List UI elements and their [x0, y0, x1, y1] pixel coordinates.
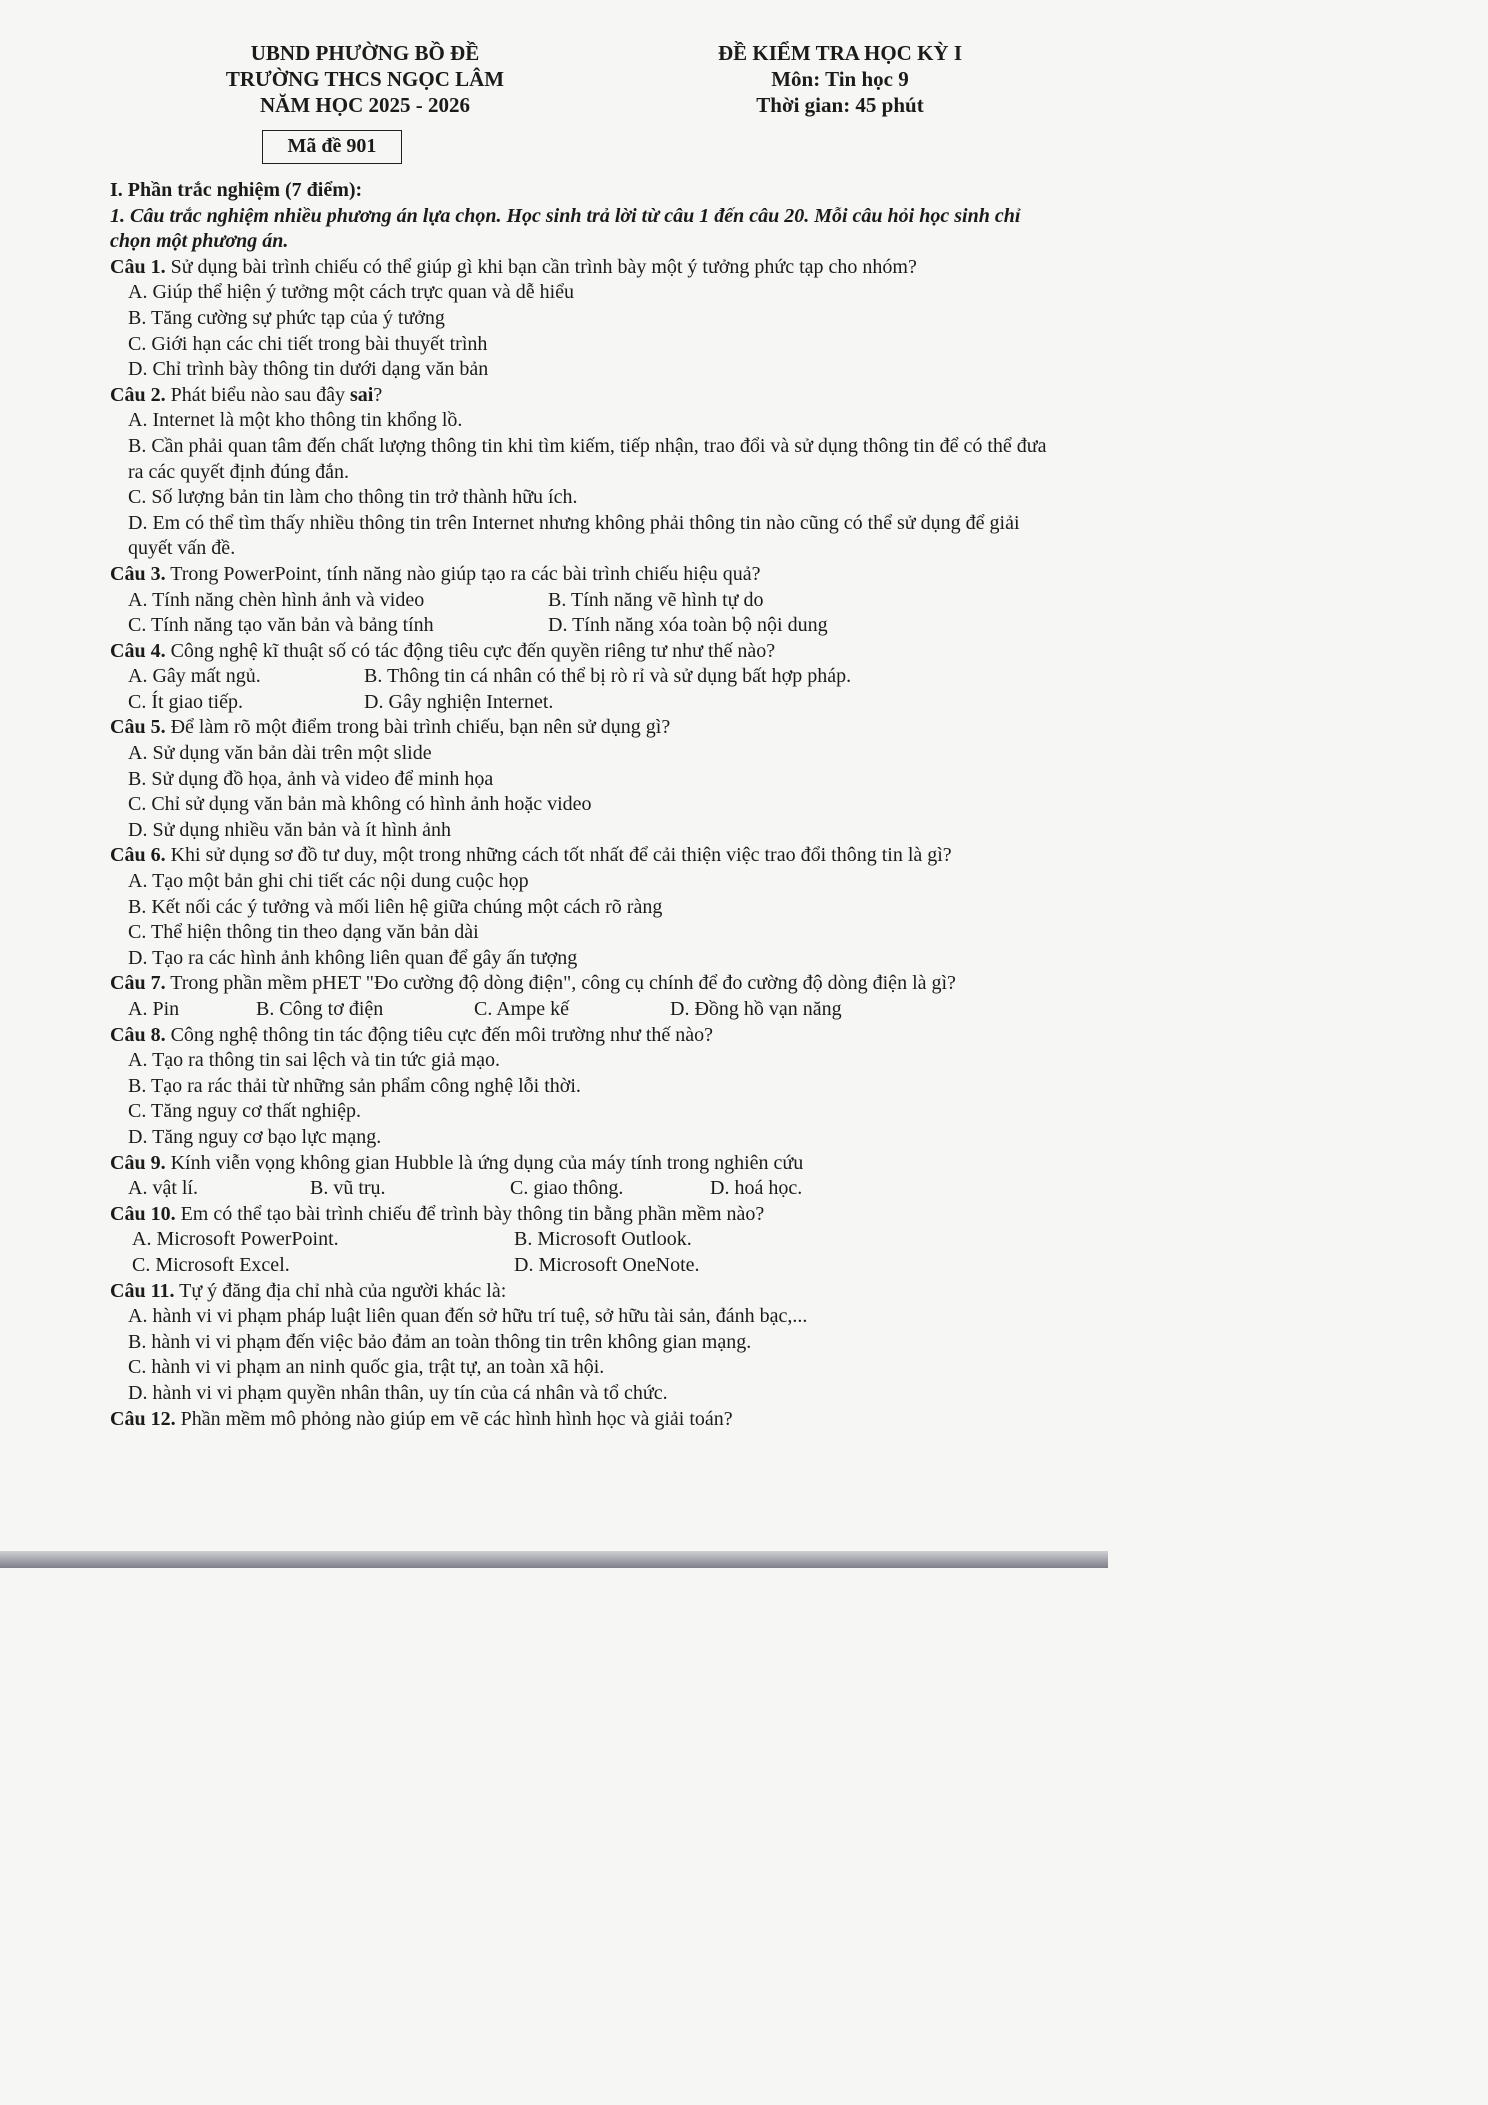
option: D. Tính năng xóa toàn bộ nội dung — [548, 614, 828, 637]
option: D. Microsoft OneNote. — [514, 1253, 700, 1276]
option: D. Tăng nguy cơ bạo lực mạng. — [128, 1125, 382, 1148]
question-label: Câu 11. — [110, 1279, 175, 1302]
option-row — [110, 690, 1060, 716]
question-12 — [110, 1407, 1060, 1433]
question-7 — [110, 971, 1060, 997]
question-label: Câu 12. — [110, 1407, 176, 1430]
option: B. Kết nối các ý tưởng và mối liên hệ giữa chúng một cách rõ ràng — [128, 895, 663, 918]
option: B. Tính năng vẽ hình tự do — [548, 588, 764, 611]
option-row — [110, 613, 1060, 639]
question-label: Câu 9. — [110, 1151, 166, 1174]
option: D. hành vi vi phạm quyền nhân thân, uy tín của cá nhân và tổ chức. — [128, 1381, 668, 1404]
scan-bottom-edge — [0, 1551, 1108, 1568]
option: C. Ít giao tiếp. — [128, 690, 243, 713]
option: C. Microsoft Excel. — [132, 1253, 290, 1276]
question-2 — [110, 383, 1060, 409]
question-label: Câu 6. — [110, 844, 166, 867]
option: C. Tính năng tạo văn bản và bảng tính — [128, 614, 434, 637]
exam-subject: Môn: Tin học 9 — [771, 67, 909, 91]
option: B. Cần phải quan tâm đến chất lượng thông tin khi tìm kiếm, tiếp nhận, trao đổi và sử dụng thông tin để có thể đưa ra các quyết định đúng đắn. — [128, 434, 1047, 483]
option: B. Thông tin cá nhân có thể bị rò rỉ và sử dụng bất hợp pháp. — [364, 665, 852, 688]
exam-content — [110, 178, 1060, 1432]
option: A. hành vi vi phạm pháp luật liên quan đến sở hữu trí tuệ, sở hữu tài sản, đánh bạc,... — [128, 1305, 808, 1328]
question-label: Câu 8. — [110, 1023, 166, 1046]
option: C. Ampe kế — [474, 998, 569, 1020]
option: C. Số lượng bản tin làm cho thông tin trở thành hữu ích. — [128, 486, 578, 509]
option: A. Pin — [128, 998, 180, 1020]
question-text-end: ? — [373, 383, 383, 406]
option: D. hoá học. — [710, 1177, 803, 1200]
option: C. Chỉ sử dụng văn bản mà không có hình ảnh hoặc video — [128, 793, 592, 816]
option: B. Microsoft Outlook. — [514, 1228, 692, 1251]
option: B. Sử dụng đồ họa, ảnh và video để minh họa — [128, 767, 494, 790]
question-emphasis: sai — [349, 383, 374, 406]
ward-name: UBND PHƯỜNG BỒ ĐỀ — [250, 41, 480, 65]
question-text: Phần mềm mô phỏng nào giúp em vẽ các hình hình học và giải toán? — [175, 1407, 733, 1430]
option: A. Giúp thể hiện ý tưởng một cách trực quan và dễ hiểu — [128, 281, 575, 304]
option: D. Đồng hồ vạn năng — [670, 998, 842, 1020]
option: C. Giới hạn các chi tiết trong bài thuyết trình — [128, 332, 488, 355]
option: A. Tính năng chèn hình ảnh và video — [128, 588, 425, 611]
option: B. hành vi vi phạm đến việc bảo đảm an toàn thông tin trên không gian mạng. — [128, 1330, 752, 1353]
question-9 — [110, 1151, 1060, 1177]
school-header — [180, 40, 550, 118]
option-row — [110, 1227, 1060, 1253]
option: D. Sử dụng nhiều văn bản và ít hình ảnh — [128, 818, 452, 841]
question-label: Câu 2. — [110, 383, 166, 406]
question-10 — [110, 1202, 1060, 1228]
option-row — [110, 588, 1060, 614]
question-label: Câu 7. — [110, 972, 166, 995]
question-3 — [110, 562, 1060, 588]
question-label: Câu 1. — [110, 255, 166, 278]
option: B. Công tơ điện — [256, 998, 384, 1020]
exam-duration: Thời gian: 45 phút — [756, 93, 924, 117]
question-text: Trong phần mềm pHET "Đo cường độ dòng điện", công cụ chính để đo cường độ dòng điện là gì? — [165, 972, 956, 995]
question-5 — [110, 715, 1060, 741]
option-row — [110, 997, 1060, 1023]
question-text: Sử dụng bài trình chiếu có thể giúp gì khi bạn cần trình bày một ý tưởng phức tạp cho nhóm? — [165, 255, 917, 278]
option: D. Em có thể tìm thấy nhiều thông tin trên Internet nhưng không phải thông tin nào cũng có thể sử dụng để giải quyết vấn đề. — [128, 511, 1020, 560]
option: A. Internet là một kho thông tin khổng lồ. — [128, 409, 463, 432]
question-text: Công nghệ thông tin tác động tiêu cực đến môi trường như thế nào? — [165, 1023, 714, 1046]
exam-title: ĐỀ KIỂM TRA HỌC KỲ I — [717, 41, 963, 65]
question-label: Câu 4. — [110, 639, 166, 662]
option: D. Gây nghiện Internet. — [364, 690, 554, 713]
option: C. Thể hiện thông tin theo dạng văn bản dài — [128, 921, 479, 944]
question-text: Kính viễn vọng không gian Hubble là ứng dụng của máy tính trong nghiên cứu — [165, 1151, 804, 1174]
question-text: Em có thể tạo bài trình chiếu để trình bày thông tin bằng phần mềm nào? — [175, 1202, 765, 1225]
question-6 — [110, 843, 1060, 869]
question-11 — [110, 1279, 1060, 1305]
question-label: Câu 10. — [110, 1202, 176, 1225]
question-label: Câu 5. — [110, 716, 166, 739]
option: B. vũ trụ. — [310, 1177, 386, 1200]
section-title: I. Phần trắc nghiệm (7 điểm): — [110, 179, 363, 201]
option: A. Microsoft PowerPoint. — [132, 1228, 339, 1251]
option-row — [110, 664, 1060, 690]
question-text: Công nghệ kĩ thuật số có tác động tiêu cực đến quyền riêng tư như thế nào? — [165, 639, 776, 662]
question-text: Phát biểu nào sau đây — [165, 383, 350, 406]
option: A. Tạo ra thông tin sai lệch và tin tức giả mạo. — [128, 1049, 501, 1072]
option-row — [110, 1176, 1060, 1202]
option: D. Tạo ra các hình ảnh không liên quan để gây ấn tượng — [128, 946, 578, 969]
option: A. Tạo một bản ghi chi tiết các nội dung cuộc họp — [128, 870, 529, 893]
question-text: Tự ý đăng địa chỉ nhà của người khác là: — [174, 1279, 507, 1302]
question-label: Câu 3. — [110, 562, 166, 585]
question-text: Trong PowerPoint, tính năng nào giúp tạo ra các bài trình chiếu hiệu quả? — [165, 562, 761, 585]
question-text: Để làm rõ một điểm trong bài trình chiếu, bạn nên sử dụng gì? — [165, 716, 671, 739]
school-name: TRƯỜNG THCS NGỌC LÂM — [225, 67, 505, 91]
exam-code-box: Mã đề 901 — [262, 130, 402, 164]
question-1 — [110, 255, 1060, 281]
question-4 — [110, 639, 1060, 665]
school-year: NĂM HỌC 2025 - 2026 — [260, 93, 470, 117]
option: A. vật lí. — [128, 1177, 198, 1200]
section-instruction: 1. Câu trắc nghiệm nhiều phương án lựa chọn. Học sinh trả lời từ câu 1 đến câu 20. Mỗi câu hỏi học sinh chỉ chọn một phương án. — [110, 204, 1021, 253]
option: C. Tăng nguy cơ thất nghiệp. — [128, 1100, 361, 1123]
option: C. giao thông. — [510, 1177, 624, 1200]
option: D. Chỉ trình bày thông tin dưới dạng văn bản — [128, 358, 489, 381]
option: A. Gây mất ngủ. — [128, 665, 261, 688]
question-8 — [110, 1023, 1060, 1049]
option: B. Tăng cường sự phức tạp của ý tưởng — [128, 306, 445, 329]
option: B. Tạo ra rác thải từ những sản phẩm công nghệ lỗi thời. — [128, 1074, 581, 1097]
question-text: Khi sử dụng sơ đồ tư duy, một trong những cách tốt nhất để cải thiện việc trao đổi thông tin là gì? — [165, 844, 952, 867]
option: A. Sử dụng văn bản dài trên một slide — [128, 742, 432, 765]
option-row — [110, 1253, 1060, 1279]
exam-header — [680, 40, 1000, 118]
option: C. hành vi vi phạm an ninh quốc gia, trật tự, an toàn xã hội. — [128, 1356, 605, 1379]
